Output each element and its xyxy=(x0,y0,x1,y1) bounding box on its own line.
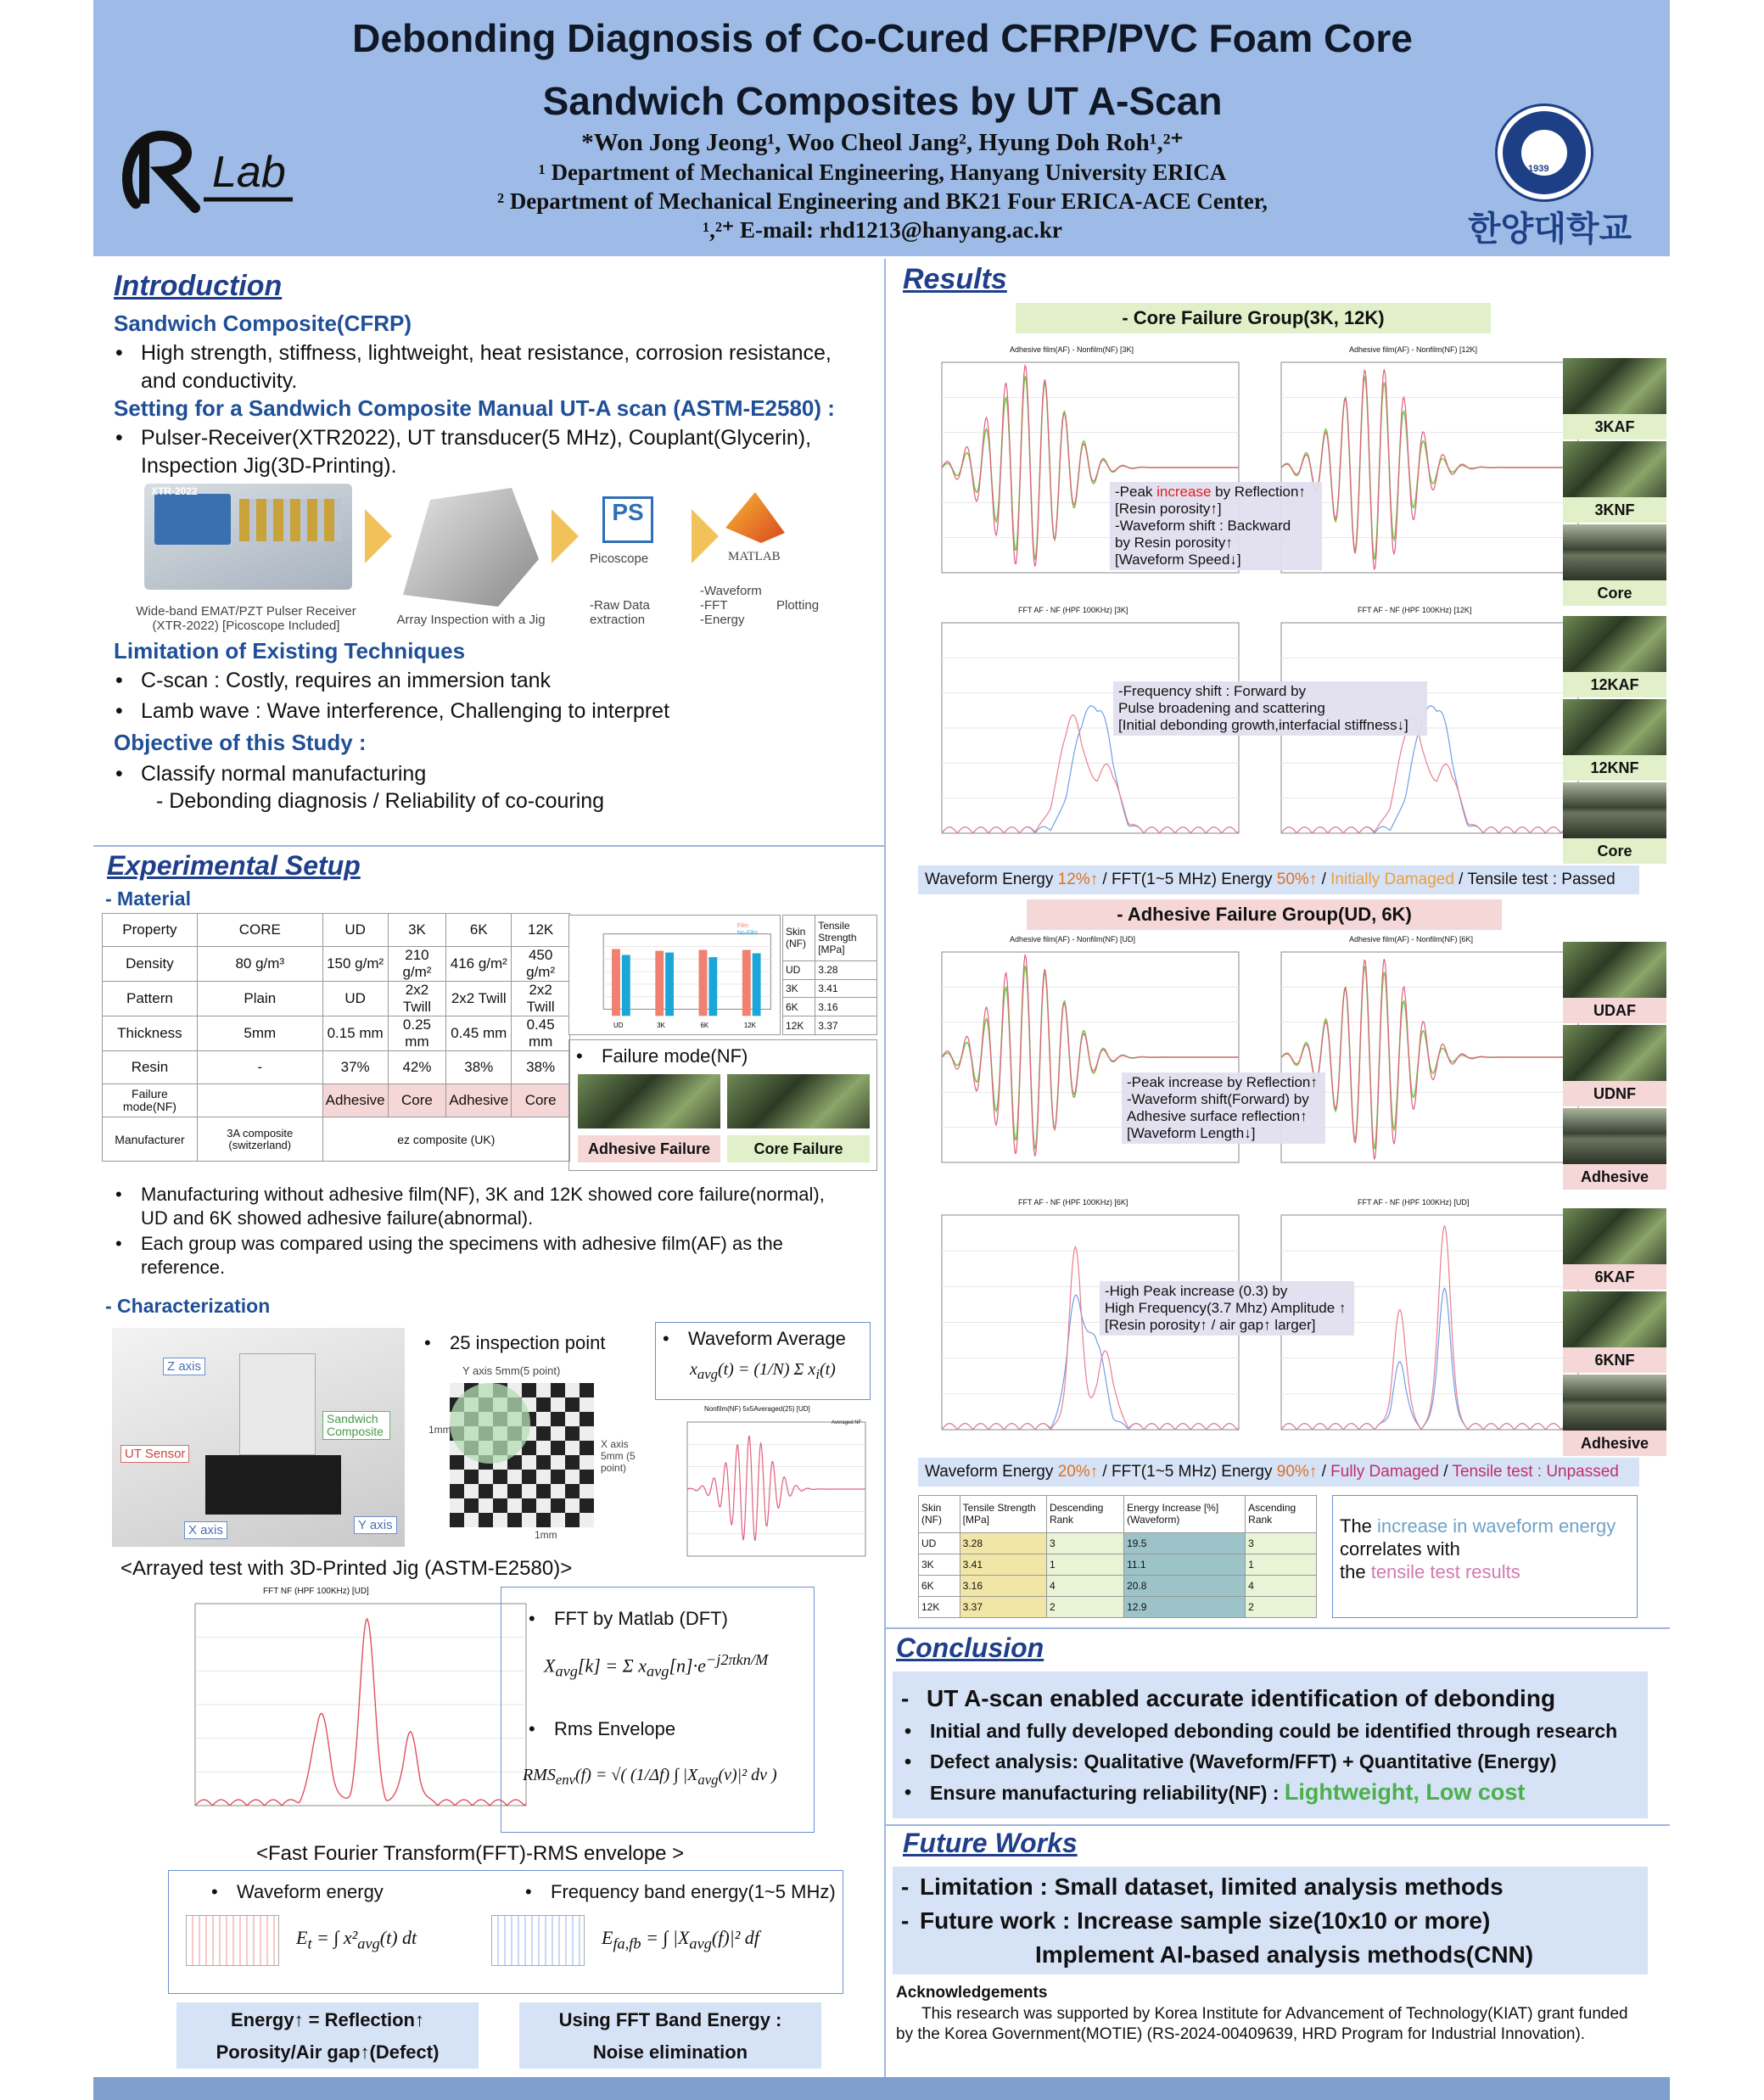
bar xyxy=(753,953,761,1016)
bar xyxy=(708,957,717,1016)
picoscope-caption: Picoscope xyxy=(590,552,649,566)
table-header: Property xyxy=(103,914,198,947)
table-cell: 37% xyxy=(322,1051,388,1084)
inspection-jig-image xyxy=(403,488,539,607)
intro-bullet: • High strength, stiffness, lightweight, heat resistance, corrosion resistance, and conductivity. xyxy=(141,339,862,395)
adhesive-failure-label: Adhesive Failure xyxy=(578,1135,720,1162)
nf-series-line xyxy=(687,1436,865,1541)
waveform-chart-6k: Adhesive film(AF) - Nonfilm(NF) [6K] xyxy=(1247,933,1587,1188)
table-cell: 0.45 mm xyxy=(446,1016,512,1051)
table-cell: Core xyxy=(512,1084,570,1117)
tick-label: 12K xyxy=(743,1022,756,1030)
email: ¹,²⁺ E-mail: rhd1213@hanyang.ac.kr xyxy=(703,217,1062,243)
fft-caption: <Fast Fourier Transform(FFT)-RMS envelope > xyxy=(256,1842,685,1865)
table-cell: 19.5 xyxy=(1124,1532,1246,1554)
poster-title-line1: Debonding Diagnosis of Co-Cured CFRP/PVC Foam Core xyxy=(352,16,1413,60)
arrow-icon xyxy=(692,509,719,563)
annotation-core-waveform: -Peak increase by Reflection↑ [Resin porosity↑] -Waveform shift : Backward by Resin porosity↑ [Waveform Speed↓] xyxy=(1110,482,1322,570)
fft-rms-chart: FFT NF (HPF 100KHz) [UD] xyxy=(161,1585,535,1831)
specimen-label: Adhesive xyxy=(1563,1431,1666,1456)
section-divider xyxy=(93,845,884,847)
table-cell: UD xyxy=(783,960,815,979)
specimen-label: 6KAF xyxy=(1563,1264,1666,1290)
table-cell: 2x2 Twill xyxy=(512,982,570,1016)
affiliation-1: ¹ Department of Mechanical Engineering, Hanyang University ERICA xyxy=(538,160,1227,185)
rank-table xyxy=(918,1495,1317,1618)
table-cell: 4 xyxy=(1246,1575,1317,1596)
table-cell xyxy=(197,1084,322,1117)
table-cell: 2 xyxy=(1246,1596,1317,1617)
table-cell: Skin (NF) xyxy=(783,916,815,961)
table-cell: 11.1 xyxy=(1124,1554,1246,1575)
intro-sub-bullet: - Debonding diagnosis / Reliability of co-couring xyxy=(156,789,605,813)
ack-title: Acknowledgements xyxy=(896,1984,1048,2002)
annotation-adhesive-waveform: -Peak increase by Reflection↑ -Waveform shift(Forward) by Adhesive surface reflection↑ [Waveform Length↓] xyxy=(1122,1072,1325,1144)
conclusion-box: - UT A-scan enabled accurate identification of debonding • Initial and fully developed debonding could be identified through research • Defect analysis: Qualitative (Waveform/FFT) + Quantitative (Energy) • Ensure manufacturing reliability(NF) : Lightweight, Low cost xyxy=(893,1672,1648,1818)
table-cell: 3.28 xyxy=(815,960,877,979)
rlab-logo xyxy=(110,119,305,221)
specimen-photo xyxy=(1563,1375,1666,1431)
table-cell: 12K xyxy=(919,1596,960,1617)
energy-mini-chart xyxy=(186,1915,279,1966)
table-cell: 2x2 Twill xyxy=(388,982,446,1016)
rms-formula: $RMS_{env}(f)$ = √( (1/Δf) ∫ $|X_{avg}(\nu)|^2$ dν ) xyxy=(523,1766,777,1788)
adhesive-summary-band: Waveform Energy 20%↑ / FFT(1~5 MHz) Energy 90%↑ / Fully Damaged / Tensile test : Unpassed xyxy=(918,1458,1639,1487)
table-cell: Pattern xyxy=(103,982,198,1016)
specimen-label: 12KAF xyxy=(1563,672,1666,697)
tick-label: 3K xyxy=(657,1022,665,1030)
waveform-chart-3k: Adhesive film(AF) - Nonfilm(NF) [3K] xyxy=(908,344,1247,598)
adhesive-failure-photo xyxy=(578,1074,720,1128)
table-cell: 210 g/m² xyxy=(388,947,446,982)
setup-bullet: • Each group was compared using the specimens with adhesive film(AF) as the reference. xyxy=(141,1232,854,1280)
university-name: 한양대학교 xyxy=(1468,210,1632,248)
table-cell: 1 xyxy=(1246,1554,1317,1575)
failure-mode-box xyxy=(568,1039,877,1171)
specimen-label: Core xyxy=(1563,580,1666,606)
table-cell: 12.9 xyxy=(1124,1596,1246,1617)
poster-title-line2: Sandwich Composites by UT A-Scan xyxy=(542,79,1223,123)
future-title: Future Works xyxy=(903,1828,1078,1858)
legend-entry: No-Film xyxy=(736,930,759,937)
fft-chart-12k: FFT AF - NF (HPF 100KHz) [12K] xyxy=(1247,604,1587,859)
table-cell: Descending Rank xyxy=(1046,1496,1123,1533)
introduction-title: Introduction xyxy=(114,270,283,302)
specimen-label: Core xyxy=(1563,838,1666,864)
bar xyxy=(699,950,708,1016)
table-cell: 2 xyxy=(1046,1596,1123,1617)
intro-sub-setting: Setting for a Sandwich Composite Manual UT-A scan (ASTM-E2580) : xyxy=(114,395,835,421)
table-cell: 450 g/m² xyxy=(512,947,570,982)
waveform-average-box: • Waveform Average $x_{avg}(t) = (1/N)$ Σ $x_i(t)$ xyxy=(655,1322,871,1400)
waveform-average-formula: $x_{avg}(t) = (1/N)$ Σ $x_i(t)$ xyxy=(690,1360,836,1382)
specimen-photo xyxy=(1563,358,1666,414)
failure-mode-label: • Failure mode(NF) xyxy=(602,1042,748,1070)
table-cell: Density xyxy=(103,947,198,982)
table-cell: 3.41 xyxy=(815,979,877,998)
intro-bullet: • C-scan : Costly, requires an immersion tank xyxy=(141,667,551,695)
table-cell: 0.25 mm xyxy=(388,1016,446,1051)
table-cell: UD xyxy=(322,982,388,1016)
intro-sub-objective: Objective of this Study : xyxy=(114,730,367,755)
tensile-strength-table xyxy=(782,915,877,1035)
rlab-logo-text: Lab xyxy=(212,148,286,197)
legend-entry: Film xyxy=(736,922,748,929)
table-cell: 3.16 xyxy=(815,998,877,1016)
specimen-photo xyxy=(1563,1291,1666,1347)
core-failure-label: Core Failure xyxy=(727,1135,870,1162)
setup-bullet: • Manufacturing without adhesive film(NF), 3K and 12K showed core failure(normal), UD and 6K showed adhesive failure(abnormal). xyxy=(141,1183,854,1230)
table-cell: 0.45 mm xyxy=(512,1016,570,1051)
specimen-photo xyxy=(1563,699,1666,755)
intro-bullet: • Pulser-Receiver(XTR2022), UT transducer(5 MHz), Couplant(Glycerin), Inspection Jig(3D-Printing). xyxy=(141,424,871,480)
table-cell: Resin xyxy=(103,1051,198,1084)
authors: *Won Jong Jeong¹, Woo Cheol Jang², Hyung Doh Roh¹,²⁺ xyxy=(581,129,1184,156)
results-title: Results xyxy=(903,263,1007,295)
specimen-label: 6KNF xyxy=(1563,1347,1666,1373)
correlation-note: The increase in waveform energy correlates with the tensile test results xyxy=(1332,1495,1638,1618)
raw-data-caption: -Raw Data extraction xyxy=(590,598,650,627)
table-cell: 42% xyxy=(388,1051,446,1084)
table-cell: 4 xyxy=(1046,1575,1123,1596)
specimen-label: 3KAF xyxy=(1563,414,1666,440)
tick-label: 6K xyxy=(700,1022,709,1030)
material-label: - Material xyxy=(105,888,191,910)
material-table: Property CORE UD 3K 6K 12K Density 80 g/m³ 150 g/m² 210 g/m² 416 g/m² 450 g/m² Pattern Plain UD 2x2 Twill 2x2 Twill 2x2 Twill Thickness 5mm 0.15 mm 0.25 mm 0.45 mm 0.45 mm Resin - 37% 42% 38% 38% Failure mode(NF) Adhesive Core Adhesive Core Manufacturer 3A composite (switzerland) ez composite (UK) xyxy=(102,913,570,1162)
table-cell: 3 xyxy=(1246,1532,1317,1554)
fft-chart-6k: FFT AF - NF (HPF 100KHz) [6K] xyxy=(908,1196,1247,1455)
table-cell: Tensile Strength [MPa] xyxy=(960,1496,1046,1533)
plotting-caption: Plotting xyxy=(776,598,820,613)
specimen-label: 3KNF xyxy=(1563,497,1666,523)
bar xyxy=(612,949,620,1016)
specimen-photo xyxy=(1563,1208,1666,1264)
specimen-photo xyxy=(1563,1025,1666,1081)
fft-mini-chart xyxy=(491,1915,585,1966)
annotation-adhesive-fft: -High Peak increase (0.3) by High Frequency(3.7 Mhz) Amplitude ↑ [Resin porosity↑ / air gap↑ larger] xyxy=(1100,1281,1354,1336)
inspection-point-label: • 25 inspection point xyxy=(450,1329,605,1357)
fft-note-box: Using FFT Band Energy : Noise elimination xyxy=(519,2002,821,2069)
jig-caption: Array Inspection with a Jig xyxy=(396,613,546,627)
characterization-label: - Characterization xyxy=(105,1295,271,1317)
header-banner xyxy=(93,0,1670,256)
specimen-photo xyxy=(1563,1108,1666,1164)
nf-series-line xyxy=(1281,959,1578,1159)
table-header: CORE xyxy=(197,914,322,947)
matlab-caption: MATLAB xyxy=(728,550,781,563)
specimen-label: UDAF xyxy=(1563,998,1666,1023)
table-cell: 3K xyxy=(783,979,815,998)
nf-series-line xyxy=(1281,369,1578,569)
energy-formula-box: • Waveform energy • Frequency band energy(1~5 MHz) $E_t$ = ∫ $x^2_{avg}(t)$ dt $E_{fa,fb}$ = ∫ $|X_{avg}(f)|^2$ df xyxy=(168,1870,843,1994)
tick-label: UD xyxy=(613,1022,624,1030)
arrow-icon xyxy=(365,509,392,563)
university-seal-icon: 1939 xyxy=(1498,106,1591,199)
section-divider xyxy=(886,1627,1670,1629)
table-cell: 1 xyxy=(1046,1554,1123,1575)
specimen-photo xyxy=(1563,942,1666,998)
table-cell: 38% xyxy=(446,1051,512,1084)
intro-bullet: • Classify normal manufacturing xyxy=(141,760,426,788)
pulser-receiver-image: XTR-2022 xyxy=(144,484,352,590)
intro-sub-limitation: Limitation of Existing Techniques xyxy=(114,638,466,664)
matlab-steps-caption: -Waveform -FFT -Energy xyxy=(700,584,762,627)
table-header: 3K xyxy=(388,914,446,947)
conclusion-title: Conclusion xyxy=(896,1632,1044,1663)
fft-chart-ud: FFT AF - NF (HPF 100KHz) [UD] xyxy=(1247,1196,1587,1455)
table-cell: Energy Increase [%] (Waveform) xyxy=(1124,1496,1246,1533)
future-box: - Limitation : Small dataset, limited analysis methods - Future work : Increase sample size(10x10 or more) Implement AI-based analysis methods(CNN) xyxy=(893,1867,1648,1974)
table-cell: 38% xyxy=(512,1051,570,1084)
specimen-label: Adhesive xyxy=(1563,1164,1666,1190)
table-header: UD xyxy=(322,914,388,947)
table-cell: Ascending Rank xyxy=(1246,1496,1317,1533)
table-header: 12K xyxy=(512,914,570,947)
device-caption: Wide-band EMAT/PZT Pulser Receiver (XTR-2022) [Picoscope Included] xyxy=(136,604,356,633)
core-failure-photo xyxy=(727,1074,870,1128)
dft-formula: $X_{avg}[k] = \Sigma$ $x_{avg}[n]\cdot e^{-j2\pi kn/M}$ xyxy=(544,1651,769,1680)
bar xyxy=(665,953,674,1016)
specimen-label: 12KNF xyxy=(1563,755,1666,781)
nf-series-line xyxy=(942,1247,1239,1430)
core-group-label: - Core Failure Group(3K, 12K) xyxy=(1016,303,1491,333)
bar xyxy=(622,955,630,1016)
specimen-photo xyxy=(1563,524,1666,580)
core-summary-band: Waveform Energy 12%↑ / FFT(1~5 MHz) Energy 50%↑ / Initially Damaged / Tensile test : Passed xyxy=(918,865,1639,894)
section-divider xyxy=(886,1824,1670,1826)
table-cell: 3.28 xyxy=(960,1532,1046,1554)
specimen-label: UDNF xyxy=(1563,1081,1666,1106)
adhesive-group-label: - Adhesive Failure Group(UD, 6K) xyxy=(1027,899,1502,930)
specimen-photo xyxy=(1563,782,1666,838)
specimen-photo xyxy=(1563,616,1666,672)
bar xyxy=(655,951,664,1016)
table-cell: Skin (NF) xyxy=(919,1496,960,1533)
table-cell: 2x2 Twill xyxy=(446,982,512,1016)
table-cell: Adhesive xyxy=(446,1084,512,1117)
table-cell: 12K xyxy=(783,1016,815,1035)
specimen-photo xyxy=(1563,441,1666,497)
arrayed-test-caption: <Arrayed test with 3D-Printed Jig (ASTM-E2580)> xyxy=(120,1557,573,1580)
table-cell: 3.16 xyxy=(960,1575,1046,1596)
table-header: 6K xyxy=(446,914,512,947)
setup-title: Experimental Setup xyxy=(107,850,361,881)
annotation-core-fft: -Frequency shift : Forward by Pulse broadening and scattering [Initial debonding growth,interfacial stiffness↓] xyxy=(1113,681,1427,736)
column-divider xyxy=(884,259,886,2092)
tensile-bar-chart xyxy=(568,915,781,1035)
affiliation-2: ² Department of Mechanical Engineering and BK21 Four ERICA-ACE Center, xyxy=(496,188,1268,214)
table-cell: 3.41 xyxy=(960,1554,1046,1575)
table-cell: UD xyxy=(919,1532,960,1554)
table-cell: 6K xyxy=(919,1575,960,1596)
waveform-energy-formula: $E_t$ = ∫ $x^2_{avg}(t)$ dt xyxy=(296,1927,417,1952)
matlab-logo-icon xyxy=(725,492,785,543)
table-cell: 20.8 xyxy=(1124,1575,1246,1596)
table-cell: 3K xyxy=(919,1554,960,1575)
arrow-icon xyxy=(552,509,579,563)
band-energy-formula: $E_{fa,fb}$ = ∫ $|X_{avg}(f)|^2$ df xyxy=(602,1927,759,1952)
waveform-chart-ud: Adhesive film(AF) - Nonfilm(NF) [UD] xyxy=(908,933,1247,1188)
table-cell: 3.37 xyxy=(960,1596,1046,1617)
fft-series-line xyxy=(195,1619,526,1806)
table-cell: 3 xyxy=(1046,1532,1123,1554)
table-cell: 0.15 mm xyxy=(322,1016,388,1051)
table-cell: 80 g/m³ xyxy=(197,947,322,982)
table-cell: 5mm xyxy=(197,1016,322,1051)
test-setup-photo: Z axis UT Sensor Sandwich Composite X axis Y axis xyxy=(112,1328,405,1547)
fft-formula-box: • FFT by Matlab (DFT) $X_{avg}[k] = \Sigma$ $x_{avg}[n]\cdot e^{-j2\pi kn/M}$ • Rms Envelope $RMS_{env}(f)$ = √( (1/Δf) ∫ $|X_{avg}(\nu)|^2$ dν ) xyxy=(501,1587,815,1833)
energy-note-box: Energy↑ = Reflection↑ Porosity/Air gap↑(Defect) xyxy=(176,2002,479,2069)
table-cell: Plain xyxy=(197,982,322,1016)
bar xyxy=(742,950,751,1016)
waveform-chart-12k: Adhesive film(AF) - Nonfilm(NF) [12K] xyxy=(1247,344,1587,598)
table-cell: 416 g/m² xyxy=(446,947,512,982)
table-cell: Core xyxy=(388,1084,446,1117)
intro-bullet: • Lamb wave : Wave interference, Challenging to interpret xyxy=(141,697,669,725)
table-cell: Adhesive xyxy=(322,1084,388,1117)
footer-bar xyxy=(93,2077,1670,2100)
fft-chart-3k: FFT AF - NF (HPF 100KHz) [3K] xyxy=(908,604,1247,859)
intro-sub-sandwich: Sandwich Composite(CFRP) xyxy=(114,311,412,336)
picoscope-logo-icon: PS xyxy=(602,496,653,543)
inspection-grid xyxy=(450,1383,594,1527)
table-cell: Failure mode(NF) xyxy=(103,1084,198,1117)
ack-text: This research was supported by Korea Institute for Advancement of Technology(KIAT) grant funded by the Korea Government(MOTIE) (RS-2024-00409639, HRD Program for Industrial Innovation). xyxy=(896,2005,1628,2043)
table-cell: 3.37 xyxy=(815,1016,877,1035)
table-cell: 6K xyxy=(783,998,815,1016)
table-cell: Tensile Strength [MPa] xyxy=(815,916,877,961)
table-cell: 150 g/m² xyxy=(322,947,388,982)
table-cell: - xyxy=(197,1051,322,1084)
poster: Debonding Diagnosis of Co-Cured CFRP/PVC Foam Core Sandwich Composites by UT A-Scan *Won Jong Jeong¹, Woo Cheol Jang², Hyung Doh Roh¹,²⁺ ¹ Department of Mechanical Engineering, Hanyang University ERICA ² Department of Mechanical Engineering and BK21 Four ERICA-ACE Center, ¹,²⁺ E-mail: rhd1213@hanyang.ac.kr Lab 1939 한양대학교 Introduction Sandwich Composite(CFRP) • High strength, stiffness, lightweight, heat resistance, corrosion resistance, and conductivity. Setting for a Sandwich Composite Manual UT-A scan (ASTM-E2580) : • Pulser-Receiver(XTR2022), UT transducer(5 MHz), Couplant(Glycerin), Inspection Jig(3D-Printing). XTR-2022 Wide-band EMAT/PZT Pulser Receiver (XTR-2022) [Picoscope Included] Array Inspection with a Jig PS Picoscope -Raw Data extraction MATLAB -Waveform -FFT -Energy Plotting Limitation of Existing Techniques • C-scan : Costly, requires an immersion tank • Lamb wave : Wave interference, Challenging to interpret Objective of this Study : • Classify normal manufacturing - Debonding diagnosis / Reliability of co-couring Experimental Setup - Material Property CORE UD 3K 6K 12K Density 80 g/m³ 150 g/m² 210 g/m² 416 g/m² 450 g/m² Pattern Plain UD 2x2 Twill 2x2 Twill 2x2 Twill Thickness 5mm 0.15 mm 0.25 mm 0.45 mm 0.45 mm Resin - 37% 42% 38% 38% Failure mode(NF) Adhesive Core Adhesive Core Manufacturer 3A composite (switzerland) ez composite (UK) UD 3K 6K 12K Film No-Film Skin (NF) Tensile Strength [MPa] UD 3.28 3K 3.41 6K 3.16 12K 3.37 • Failure mode(NF) Adhesive Failure Core Failure • Manufacturing without adhesive film(NF), 3K and 12K showed core failure(normal), UD and 6K showed adhesive failure(abnormal). • Each group was compared using the specimens with adhesive film(AF) as the reference. - Characterization Z axis UT Sensor Sandwich Composite X axis Y axis • 25 inspection point Y axis 5mm(5 point) 1mm X axis 5mm (5 point) 1mm • Waveform Average $x_{avg}(t) = (1/N)$ Σ $x_i(t)$ Nonfilm(NF) 5x5Averaged(25) [UD] Averaged NF <Arrayed test with 3D-Printed Jig (ASTM-E2580)> FFT NF (HPF 100KHz) [UD] • FFT by Matlab (DFT) $X_{avg}[k] = \Sigma$ $x_{avg}[n]\cdot e^{-j2\pi kn/M}$ • Rms Envelope $RMS_{env}(f)$ = √( (1/Δf) ∫ $|X_{avg}(\nu)|^2$ dν ) <Fast Fourier Transform(FFT)-RMS envelope > • Waveform energy • Frequency band energy(1~5 MHz) $E_t$ = ∫ $x^2_{avg}(t)$ dt $E_{fa,fb}$ = ∫ $|X_{avg}(f)|^2$ df Energy↑ = Reflection↑ Porosity/Air gap↑(Defect) Using FFT Band Energy : Noise elimination Results - Core Failure Group(3K, 12K) Adhesive film(AF) - Nonfilm(NF) [3K] Adhesive film(AF) - Nonfilm(NF) [12K] FFT AF - NF (HPF 100KHz) [3K] FFT AF - NF (HPF 100KHz) [12K] -Peak increase by Reflection↑ [Resin porosity↑] -Waveform shift : Backward by Resin porosity↑ [Waveform Speed↓] -Frequency shift : Forward by Pulse broadening and scattering [Initial debonding growth,interfacial stiffness↓] 3KAF 3KNF Core 12KAF 12KNF Core Waveform Energy 12%↑ / FFT(1~5 MHz) Energy 50%↑ / Initially Damaged / Tensile test : Passed - Adhesive Failure Group(UD, 6K) Adhesive film(AF) - Nonfilm(NF) [UD] Adhesive film(AF) - Nonfilm(NF) [6K] FFT AF - NF (HPF 100KHz) [6K] FFT AF - NF (HPF 100KHz) [UD] -Peak increase by Reflection↑ -Waveform shift(Forward) by Adhesive surface reflection↑ [Waveform Length↓] -High Peak increase (0.3) by High Frequency(3.7 Mhz) Amplitude ↑ [Resin porosity↑ / air gap↑ larger] UDAF UDNF Adhesive 6KAF 6KNF Adhesive Waveform Energy 20%↑ / FFT(1~5 MHz) Energy 90%↑ / Fully Damaged / Tensile test : Unpassed Skin (NF) Tensile Strength [MPa] Descending Rank Energy Increase [%] (Waveform) Ascending Rank UD 3.28 3 19.5 3 3K 3.41 1 11.1 1 6K 3.16 4 20.8 4 12K 3.37 2 12.9 2 The increase in waveform energy correlates with the tensile test results Conclusion - UT A-scan enabled accurate identification of debonding • Initial and fully developed debonding could be identified through research • Defect analysis: Qualitative (Waveform/FFT) + Quantitative (Energy) • Ensure manufacturing reliability(NF) : Lightweight, Low cost Future Works - Limitation : Small dataset, limited analysis methods - Future work : Increase sample size(10x10 or more) Implement AI-based analysis methods(CNN) Acknowledgements This research was supported by Korea Institute for Advancement of Technology(KIAT) grant funded by the Korea Government(MOTIE) (RS-2024-00409639, HRD Program for Industrial Innovation). xyxy=(93,0,1670,2100)
table-cell: Thickness xyxy=(103,1016,198,1051)
average-waveform-chart: Nonfilm(NF) 5x5Averaged(25) [UD] Averaged NF xyxy=(653,1403,874,1582)
